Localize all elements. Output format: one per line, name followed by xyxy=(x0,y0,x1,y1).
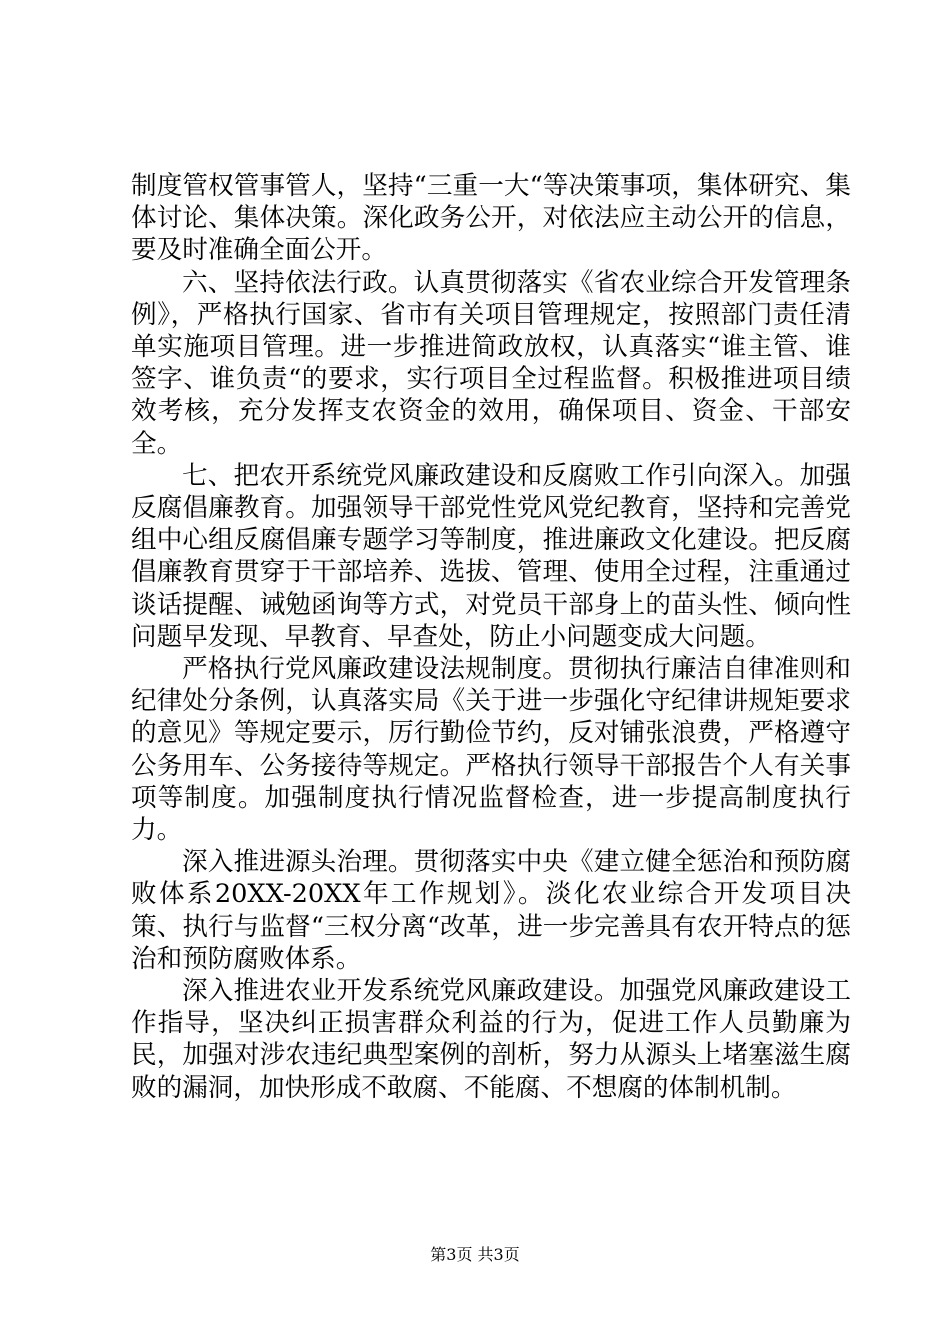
paragraph-5: 深入推进源头治理。贯彻落实中央《建立健全惩治和预防腐败体系20XX-20XX年工作规划》。淡化农业综合开发项目决策、执行与监督“三权分离“改革，进一步完善具有农开特点的惩治和预防腐败体系。 xyxy=(131,847,851,974)
paragraph-4: 严格执行党风廉政建设法规制度。贯彻执行廉洁自律准则和纪律处分条例，认真落实局《关于进一步强化守纪律讲规矩要求的意见》等规定要示，厉行勤俭节约，反对铺张浪费，严格遵守公务用车、公务接待等规定。严格执行领导干部报告个人有关事项等制度。加强制度执行情况监督检查，进一步提高制度执行力。 xyxy=(131,654,851,846)
paragraph-6: 深入推进农业开发系统党风廉政建设。加强党风廉政建设工作指导，坚决纠正损害群众利益的行为，促进工作人员勤廉为民，加强对涉农违纪典型案例的剖析，努力从源头上堵塞滋生腐败的漏洞，加快形成不敢腐、不能腐、不想腐的体制机制。 xyxy=(131,976,851,1103)
page-number-label: 第3页 共3页 xyxy=(430,1245,520,1264)
paragraph-1: 制度管权管事管人，坚持“三重一大“等决策事项，集体研究、集体讨论、集体决策。深化政务公开，对依法应主动公开的信息，要及时准确全面公开。 xyxy=(131,171,851,266)
page-footer xyxy=(0,1245,950,1265)
document-body xyxy=(131,170,851,1104)
paragraph-2: 六、坚持依法行政。认真贯彻落实《省农业综合开发管理条例》，严格执行国家、省市有关项目管理规定，按照部门责任清单实施项目管理。进一步推进简政放权，认真落实“谁主管、谁签字、谁负责“的要求，实行项目全过程监督。积极推进项目绩效考核，充分发挥支农资金的效用，确保项目、资金、干部安全。 xyxy=(131,267,851,459)
paragraph-3: 七、把农开系统党风廉政建设和反腐败工作引向深入。加强反腐倡廉教育。加强领导干部党性党风党纪教育，坚持和完善党组中心组反腐倡廉专题学习等制度，推进廉政文化建设。把反腐倡廉教育贯穿于干部培养、选拔、管理、使用全过程，注重通过谈话提醒、诫勉函询等方式，对党员干部身上的苗头性、倾向性问题早发现、早教育、早查处，防止小问题变成大问题。 xyxy=(131,460,851,652)
